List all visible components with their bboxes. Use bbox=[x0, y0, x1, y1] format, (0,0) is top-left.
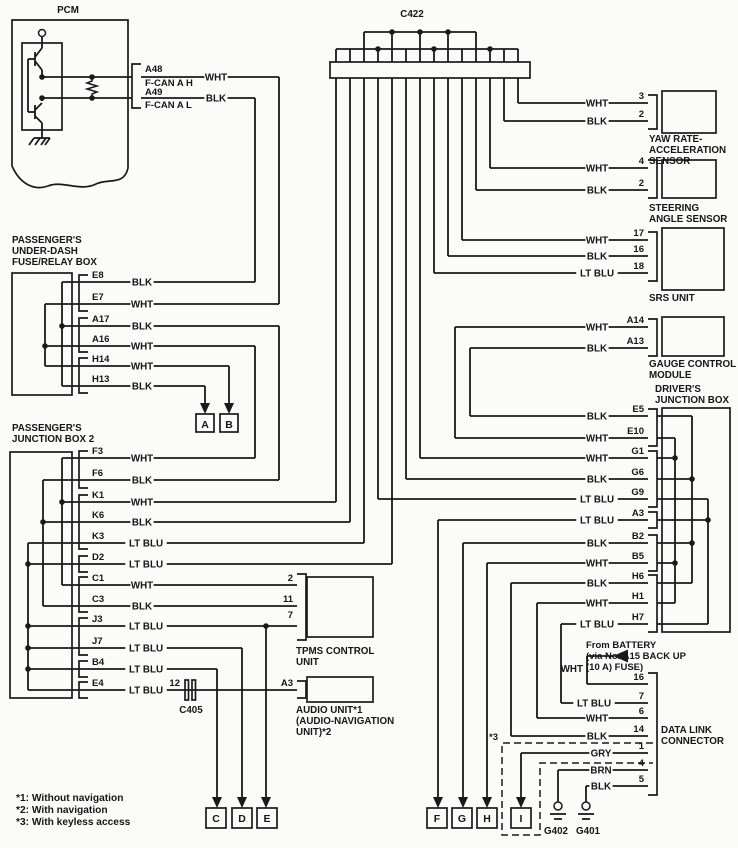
steering_sensor-wire-color-label: BLK bbox=[586, 185, 608, 197]
under_dash_box-pin-label: E7 bbox=[92, 292, 104, 303]
junction_box_2-wire-color-label: BLK bbox=[131, 517, 153, 529]
yaw_sensor-pin-label: 3 bbox=[638, 91, 644, 102]
junction-dot bbox=[40, 519, 46, 525]
srs_unit-pin-label: 17 bbox=[633, 228, 644, 239]
junction_box_2-pin-label: F3 bbox=[92, 446, 104, 457]
yaw_sensor-pin-label: 2 bbox=[638, 109, 644, 120]
junction_box_2-wire-color-label: LT BLU bbox=[128, 685, 164, 697]
junction-dot bbox=[417, 29, 423, 35]
srs_unit-pin-label: 16 bbox=[633, 244, 644, 255]
junction_box_2-pin-label: K3 bbox=[92, 531, 105, 542]
junction_box_2-wire-color-label: WHT bbox=[130, 580, 154, 592]
junction_box_2-pin-label: C3 bbox=[92, 594, 105, 605]
gauge_module-wire-color-label: BLK bbox=[586, 343, 608, 355]
junction-dot bbox=[431, 46, 437, 52]
under_dash_box-wire-color-label: BLK bbox=[131, 381, 153, 393]
junction_box_2-wire-color-label: LT BLU bbox=[128, 643, 164, 655]
junction-dot bbox=[25, 645, 31, 651]
battery-wire-color-label: WHT bbox=[560, 664, 583, 675]
pcm-wire-color-label: BLK bbox=[205, 93, 227, 105]
junction-dot bbox=[689, 540, 695, 546]
junction-dot bbox=[689, 476, 695, 482]
c422-label: C422 bbox=[400, 9, 424, 20]
gauge_module-pin-label: A14 bbox=[626, 315, 644, 326]
data_link_connector-pin-label: 4 bbox=[638, 758, 644, 769]
data_link_connector-wire-color-label: GRY bbox=[590, 748, 612, 760]
footnote: *2: With navigation bbox=[16, 805, 108, 816]
under_dash_box-wire-color-label: BLK bbox=[131, 277, 153, 289]
gauge_module-wire-color-label: WHT bbox=[585, 322, 609, 334]
junction-dot bbox=[705, 517, 711, 523]
drivers_junction_box-label: DRIVER'S bbox=[655, 384, 701, 395]
drivers_junction_box-wire-color-label: BLK bbox=[586, 474, 608, 486]
srs-unit-box bbox=[662, 228, 724, 290]
junction_box_2-pin-label: J7 bbox=[92, 636, 103, 647]
box_letters-letter-label: D bbox=[238, 813, 246, 825]
drivers_junction_box-wire-color-label: LT BLU bbox=[579, 515, 615, 527]
drivers_junction_box-pin-label: E10 bbox=[627, 426, 644, 437]
gauge_module-label: GAUGE CONTROL bbox=[649, 359, 737, 370]
drivers_junction_box-wire-color-label: BLK bbox=[586, 578, 608, 590]
under_dash_box-wire-color-label: BLK bbox=[131, 321, 153, 333]
drivers_junction_box-pin-label: G6 bbox=[631, 467, 644, 478]
steering_sensor-label: ANGLE SENSOR bbox=[649, 214, 728, 225]
drivers_junction_box-pin-label: E5 bbox=[632, 404, 644, 415]
grounds-label: G401 bbox=[576, 826, 600, 837]
audio-label: AUDIO UNIT*1 bbox=[296, 705, 363, 716]
junction-dot bbox=[89, 74, 95, 80]
junction_box_2-pin-label: C1 bbox=[92, 573, 105, 584]
junction-dot bbox=[89, 95, 95, 101]
junction_box_2-pin-label: B4 bbox=[92, 657, 105, 668]
pcm-wire-color-label: WHT bbox=[204, 72, 228, 84]
yaw_sensor-wire-color-label: WHT bbox=[585, 98, 609, 110]
c405-label: C405 bbox=[179, 705, 203, 716]
srs_unit-pin-label: 18 bbox=[633, 261, 644, 272]
grounds-label: G402 bbox=[544, 826, 568, 837]
junction_box_2-wire-color-label: LT BLU bbox=[128, 621, 164, 633]
audio-label: (AUDIO-NAVIGATION bbox=[296, 716, 395, 727]
data_link_connector-label: DATA LINK bbox=[661, 725, 712, 736]
drivers_junction_box-pin-label: G9 bbox=[631, 487, 644, 498]
under_dash_box-pin-label: A17 bbox=[92, 314, 110, 325]
srs_unit-wire-color-label: BLK bbox=[586, 251, 608, 263]
under_dash_box-pin-label: E8 bbox=[92, 270, 104, 281]
box_letters-letter-label: E bbox=[263, 813, 271, 825]
steering_sensor-pin-label: 2 bbox=[638, 178, 644, 189]
junction_box_2-wire-color-label: LT BLU bbox=[128, 664, 164, 676]
yaw_sensor-label: ACCELERATION bbox=[649, 145, 727, 156]
box_letters-letter-label: I bbox=[519, 813, 523, 825]
pcm-pin-label: F-CAN A H bbox=[145, 78, 193, 89]
srs_unit-label: SRS UNIT bbox=[649, 293, 695, 304]
under-dash-box bbox=[12, 273, 72, 395]
junction-dot bbox=[39, 95, 45, 101]
data_link_connector-pin-label: 6 bbox=[638, 706, 644, 717]
drivers_junction_box-wire-color-label: BLK bbox=[586, 538, 608, 550]
junction_box_2-pin-label: D2 bbox=[92, 552, 105, 563]
data_link_connector-wire-color-label: BRN bbox=[590, 765, 612, 777]
audio-unit-box bbox=[307, 677, 373, 702]
c405-pin-label: 12 bbox=[169, 678, 180, 689]
box_letters-letter-label: H bbox=[483, 813, 491, 825]
drivers_junction_box-wire-color-label: LT BLU bbox=[579, 494, 615, 506]
junction-dot bbox=[375, 46, 381, 52]
under_dash_box-pin-label: A16 bbox=[92, 334, 110, 345]
drivers_junction_box-wire-color-label: WHT bbox=[585, 598, 609, 610]
junction-dot bbox=[263, 623, 269, 629]
junction_box_2-pin-label: K1 bbox=[92, 490, 105, 501]
junction_box_2-pin-label: K6 bbox=[92, 510, 105, 521]
box_letters-letter-label: F bbox=[433, 813, 441, 825]
junction-dot bbox=[445, 29, 451, 35]
under_dash_box-label: UNDER-DASH bbox=[12, 246, 78, 257]
junction-dot bbox=[672, 455, 678, 461]
pcm-label: PCM bbox=[57, 5, 79, 16]
junction-dot bbox=[25, 666, 31, 672]
drivers_junction_box-wire-color-label: LT BLU bbox=[579, 619, 615, 631]
drivers_junction_box-pin-label: H7 bbox=[631, 612, 644, 623]
box_letters-letter-label: C bbox=[212, 813, 220, 825]
footnote: *1: Without navigation bbox=[16, 793, 124, 804]
junction_box_2-label: JUNCTION BOX 2 bbox=[12, 434, 95, 445]
drivers_junction_box-pin-label: B2 bbox=[631, 531, 644, 542]
pcm-pin-label: F-CAN A L bbox=[145, 100, 192, 111]
data_link_connector-pin-label: 16 bbox=[633, 672, 644, 683]
data_link_connector-pin-label: 14 bbox=[633, 724, 644, 735]
junction-dot bbox=[487, 46, 493, 52]
under_dash_box-wire-color-label: WHT bbox=[130, 341, 154, 353]
drivers_junction_box-pin-label: B5 bbox=[631, 551, 644, 562]
tpms-pin-label: 11 bbox=[282, 594, 293, 605]
junction_box_2-wire-color-label: WHT bbox=[130, 453, 154, 465]
data_link_connector-wire-color-label: BLK bbox=[590, 781, 612, 793]
under_dash_box-pin-label: H13 bbox=[92, 374, 110, 385]
junction-dot bbox=[39, 74, 45, 80]
data_link_connector-pin-label: 5 bbox=[638, 774, 644, 785]
junction_box_2-wire-color-label: BLK bbox=[131, 601, 153, 613]
under_dash_box-wire-color-label: WHT bbox=[130, 299, 154, 311]
junction_box_2-wire-color-label: LT BLU bbox=[128, 559, 164, 571]
steering_sensor-wire-color-label: WHT bbox=[585, 163, 609, 175]
junction-dot bbox=[25, 561, 31, 567]
data_link_connector-wire-color-label: LT BLU bbox=[576, 698, 612, 710]
tpms-control-unit-box bbox=[307, 577, 373, 637]
junction-dot bbox=[25, 623, 31, 629]
under_dash_box-pin-label: H14 bbox=[92, 354, 110, 365]
drivers_junction_box-pin-label: H6 bbox=[631, 571, 644, 582]
drivers_junction_box-label: JUNCTION BOX bbox=[655, 395, 730, 406]
junction_box_2-wire-color-label: BLK bbox=[131, 475, 153, 487]
tpms-pin-label: 2 bbox=[287, 573, 293, 584]
drivers_junction_box-wire-color-label: WHT bbox=[585, 433, 609, 445]
tpms-label: TPMS CONTROL bbox=[296, 646, 375, 657]
drivers_junction_box-wire-color-label: BLK bbox=[586, 411, 608, 423]
junction-dot bbox=[42, 343, 48, 349]
data_link_connector-wire-color-label: BLK bbox=[586, 731, 608, 743]
c422-bar bbox=[330, 62, 530, 78]
data_link_connector-pin-label: 1 bbox=[638, 741, 644, 752]
audio-pin-label: A3 bbox=[280, 678, 293, 689]
keyless_tag-label: *3 bbox=[489, 732, 498, 743]
steering_sensor-label: STEERING bbox=[649, 203, 700, 214]
drivers_junction_box-pin-label: G1 bbox=[631, 446, 644, 457]
steering_sensor-pin-label: 4 bbox=[638, 156, 644, 167]
pcm-pin-label: A49 bbox=[145, 87, 163, 98]
box_letters-letter-label: A bbox=[201, 419, 209, 431]
yaw_sensor-label: YAW RATE- bbox=[649, 134, 703, 145]
junction_box_2-pin-label: E4 bbox=[92, 678, 104, 689]
drivers_junction_box-pin-label: H1 bbox=[631, 591, 644, 602]
junction_box_2-wire-color-label: WHT bbox=[130, 497, 154, 509]
drivers_junction_box-wire-color-label: WHT bbox=[585, 453, 609, 465]
tpms-label: UNIT bbox=[296, 657, 319, 668]
drivers_junction_box-wire-color-label: WHT bbox=[585, 558, 609, 570]
battery-label: (10 A) FUSE) bbox=[586, 662, 644, 673]
junction-dot bbox=[389, 29, 395, 35]
data_link_connector-label: CONNECTOR bbox=[661, 736, 724, 747]
srs_unit-wire-color-label: LT BLU bbox=[579, 268, 615, 280]
data_link_connector-pin-label: 7 bbox=[638, 691, 644, 702]
yaw_sensor-wire-color-label: BLK bbox=[586, 116, 608, 128]
srs_unit-wire-color-label: WHT bbox=[585, 235, 609, 247]
junction_box_2-wire-color-label: LT BLU bbox=[128, 538, 164, 550]
drivers_junction_box-pin-label: A3 bbox=[631, 508, 644, 519]
gauge_module-label: MODULE bbox=[649, 370, 692, 381]
junction-dot bbox=[672, 560, 678, 566]
footnote: *3: With keyless access bbox=[16, 817, 131, 828]
pcm-pin-label: A48 bbox=[145, 64, 163, 75]
junction_box_2-pin-label: F6 bbox=[92, 468, 104, 479]
tpms-pin-label: 7 bbox=[287, 610, 293, 621]
junction_box_2-label: PASSENGER'S bbox=[12, 423, 82, 434]
battery-label: (via No. A15 BACK UP bbox=[586, 651, 686, 662]
under_dash_box-label: FUSE/RELAY BOX bbox=[12, 257, 97, 268]
under_dash_box-wire-color-label: WHT bbox=[130, 361, 154, 373]
data_link_connector-wire-color-label: WHT bbox=[585, 713, 609, 725]
yaw_sensor-label: SENSOR bbox=[649, 156, 691, 167]
gauge_module-pin-label: A13 bbox=[626, 336, 644, 347]
gauge-control-module-box bbox=[662, 317, 724, 356]
audio-label: UNIT)*2 bbox=[296, 727, 332, 738]
yaw-rate-sensor-box bbox=[662, 91, 716, 133]
battery-label: From BATTERY bbox=[586, 640, 657, 651]
junction_box_2-pin-label: J3 bbox=[92, 614, 103, 625]
box_letters-letter-label: G bbox=[457, 813, 467, 825]
junction-dot bbox=[59, 499, 65, 505]
junction-dot bbox=[59, 323, 65, 329]
box_letters-letter-label: B bbox=[225, 419, 233, 431]
under_dash_box-label: PASSENGER'S bbox=[12, 235, 82, 246]
